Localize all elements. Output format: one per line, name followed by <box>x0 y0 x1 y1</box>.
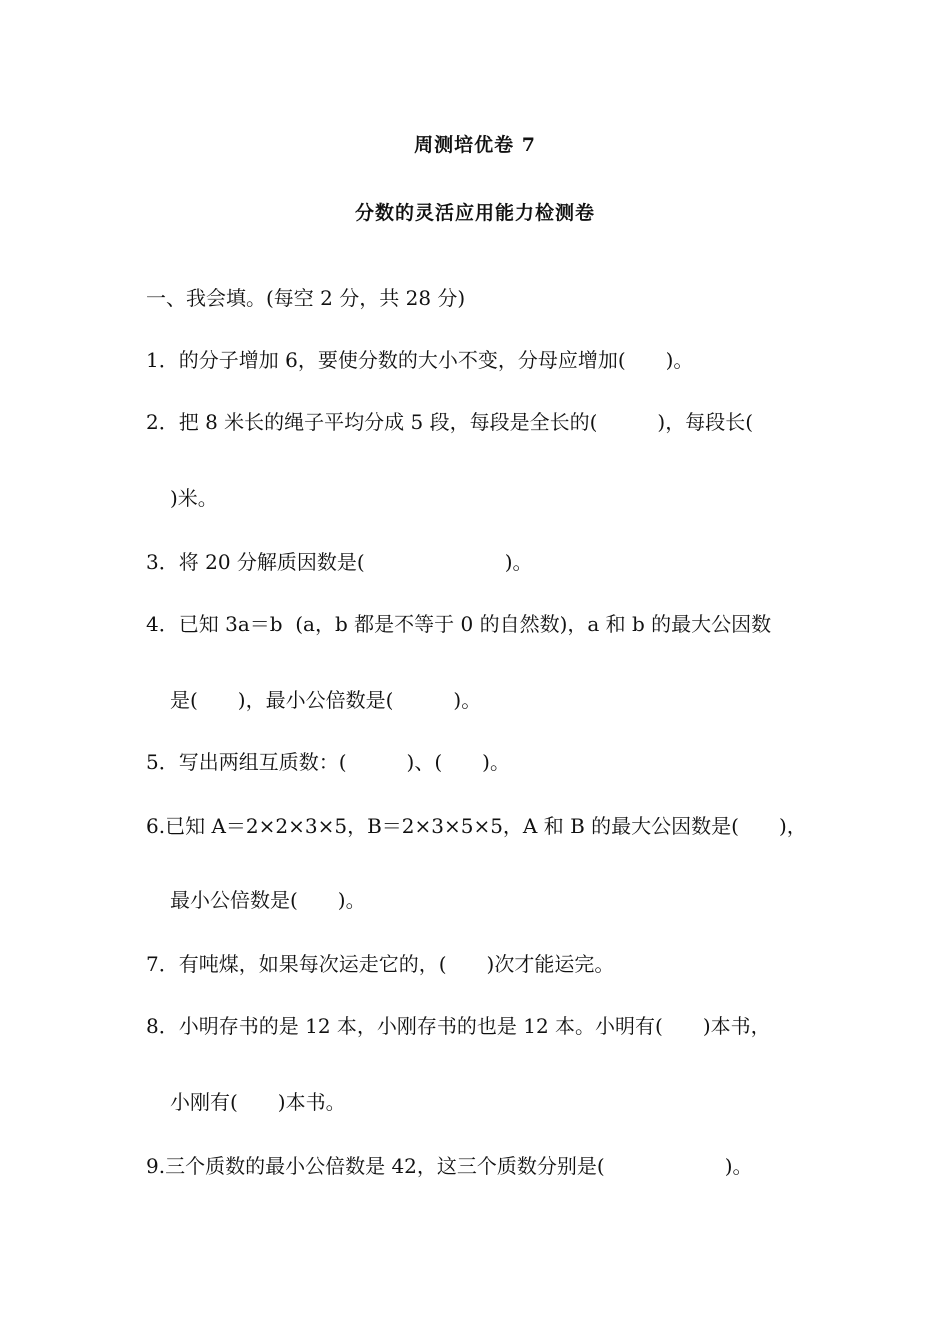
question-text: 写出两组互质数：( )、( )。 <box>178 750 510 774</box>
question-number: 9. <box>146 1154 166 1178</box>
question-9 <box>146 1152 753 1180</box>
question-text: 已知 A＝2×2×3×5，B＝2×3×5×5，A 和 B 的最大公因数是( )， <box>165 814 807 838</box>
question-6 <box>146 812 807 840</box>
question-number: 8． <box>146 1014 179 1038</box>
question-8 <box>146 1012 771 1040</box>
question-2-continuation: )米。 <box>170 486 218 510</box>
question-8-continuation: 小刚有( )本书。 <box>170 1090 346 1114</box>
question-text: 已知 3a＝b (a，b 都是不等于 0 的自然数)，a 和 b 的最大公因数 <box>178 612 772 636</box>
question-number: 6. <box>146 814 166 838</box>
page-subtitle: 分数的灵活应用能力检测卷 <box>354 202 595 224</box>
question-text: 有吨煤，如果每次运走它的，( )次才能运完。 <box>178 952 615 976</box>
page-title: 周测培优卷 7 <box>414 134 536 156</box>
question-1 <box>146 346 693 374</box>
question-7 <box>146 950 614 978</box>
question-number: 7． <box>146 952 179 976</box>
question-number: 3． <box>146 550 179 574</box>
question-text: 将 20 分解质因数是( )。 <box>178 550 533 574</box>
question-number: 1． <box>146 348 179 372</box>
question-2 <box>146 408 753 436</box>
question-5 <box>146 748 510 776</box>
question-number: 4． <box>146 612 179 636</box>
question-3 <box>146 548 533 576</box>
question-4 <box>146 610 771 638</box>
question-text: 的分子增加 6，要使分数的大小不变，分母应增加( )。 <box>178 348 694 372</box>
question-text: 三个质数的最小公倍数是 42，这三个质数分别是( )。 <box>165 1154 753 1178</box>
section-heading: 一、我会填。(每空 2 分，共 28 分) <box>146 286 466 310</box>
question-text: 把 8 米长的绳子平均分成 5 段，每段是全长的( )，每段长( <box>178 410 754 434</box>
question-number: 2． <box>146 410 179 434</box>
question-4-continuation: 是( )，最小公倍数是( )。 <box>170 688 482 712</box>
question-6-continuation: 最小公倍数是( )。 <box>170 888 366 912</box>
question-text: 小明存书的是 12 本，小刚存书的也是 12 本。小明有( )本书， <box>178 1014 771 1038</box>
question-number: 5． <box>146 750 179 774</box>
